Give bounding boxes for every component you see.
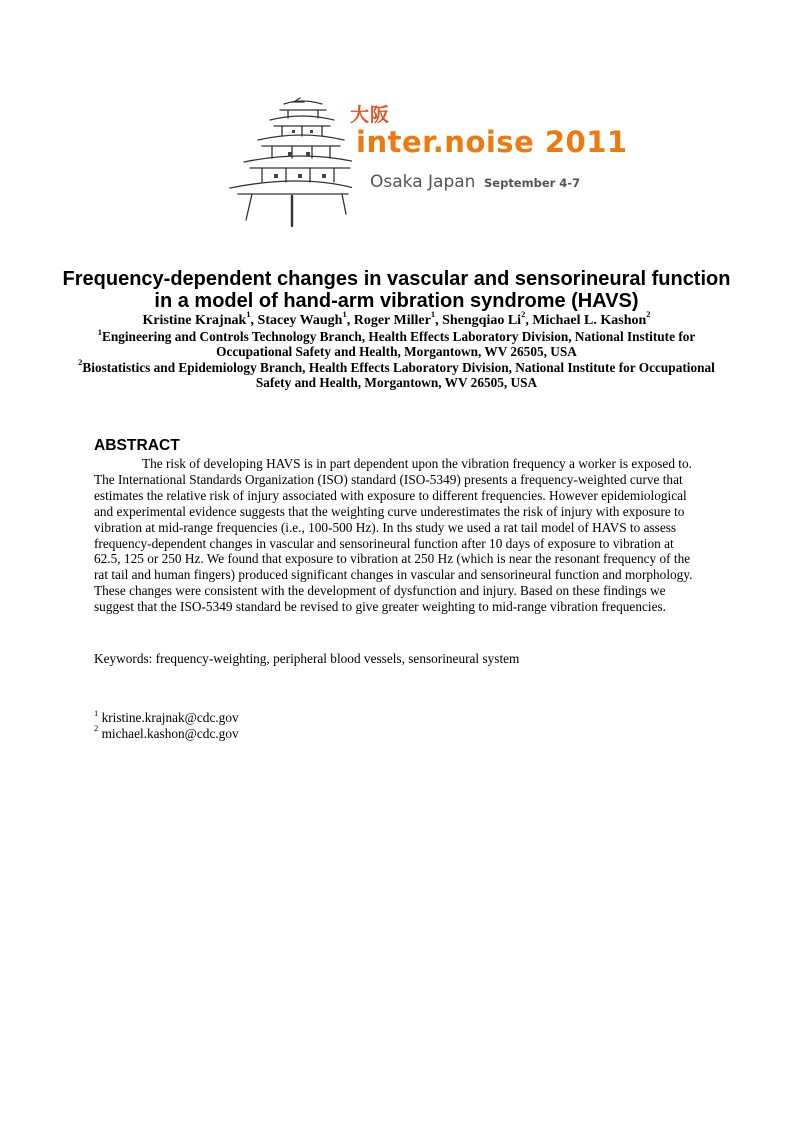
author-affil-mark: 1 bbox=[430, 309, 436, 320]
conference-logo bbox=[222, 92, 628, 227]
footnote-2: $^2$ michael.kashon@cdc.gov bbox=[94, 723, 239, 741]
footnote-1: $^1$ kristine.krajnak@cdc.gov bbox=[94, 707, 239, 725]
pagoda-logo-icon bbox=[222, 92, 352, 227]
author-name: Michael L. Kashon bbox=[532, 313, 647, 328]
author-name: Roger Miller bbox=[353, 313, 431, 328]
footnote-email[interactable]: kristine.krajnak@cdc.gov bbox=[101, 710, 239, 725]
author-affil-mark: 1 bbox=[342, 309, 347, 320]
abstract-heading: ABSTRACT bbox=[94, 437, 180, 454]
author-affil-mark: 2 bbox=[646, 309, 651, 320]
affiliation-1: $^1$Engineering and Controls Technology Branch, Health Effects Laboratory Division, National Institute for Occupational Safety and Health, Morgantown, WV 26505, USA bbox=[97, 326, 696, 360]
logo-title: inter.noise 2011 bbox=[356, 125, 628, 159]
author-block bbox=[60, 309, 733, 391]
author-name: Kristine Krajnak bbox=[142, 313, 247, 328]
affiliation-2: $^2$Biostatistics and Epidemiology Branch, Health Effects Laboratory Division, National Institute for Occupational Safety and Health, Morgantown, WV 26505, USA bbox=[78, 357, 715, 391]
footnote-email[interactable]: michael.kashon@cdc.gov bbox=[101, 725, 239, 741]
author-affil-mark: 1 bbox=[246, 309, 251, 320]
author-name: Shengqiao Li bbox=[442, 313, 522, 328]
logo-city: Osaka Japan bbox=[370, 172, 476, 192]
abstract-body: The risk of developing HAVS is in part dependent upon the vibration frequency a worker is exposed to. The International Standards Organization (ISO) standard (ISO-5349) presents a frequency-weighted curve that estimates the relative risk of injury associated with exposure to different frequencies. However epidemiological and experimental evidence suggests that the weighting curve underestimates the risk of injury with exposure to vibration at mid-range frequencies (i.e., 100-500 Hz). In ths study we used a rat tail model of HAVS to assess frequency-dependent changes in vascular and sensorineural function after 10 days of exposure to vibration at 62.5, 125 or 250 Hz. We found that exposure to vibration at 250 Hz (which is near the resonant frequency of the rat tail and human fingers) produced significant changes in vascular and sensorineural function and morphology. These changes were consistent with the development of dysfunction and injury. Based on these findings we suggest that the ISO-5349 standard be revised to give greater weighting to mid-range vibration frequencies. bbox=[94, 456, 693, 615]
logo-kanji: 大阪 bbox=[350, 104, 391, 126]
keywords: Keywords: frequency-weighting, peripheral blood vessels, sensorineural system bbox=[94, 651, 520, 666]
author-affil-mark: 2 bbox=[521, 309, 526, 320]
author-name: Stacey Waugh bbox=[257, 313, 343, 328]
author-list: Kristine Krajnak$^1$, Stacey Waugh$^1$, Roger Miller$^1$, Shengqiao Li$^2$, Michael L. Kashon$^2$ bbox=[142, 309, 651, 328]
footnotes bbox=[94, 707, 239, 741]
paper-title: Frequency-dependent changes in vascular and sensorineural function in a model of hand-arm vibration syndrome (HAVS) bbox=[62, 268, 731, 312]
logo-dates: September 4-7 bbox=[484, 176, 581, 190]
